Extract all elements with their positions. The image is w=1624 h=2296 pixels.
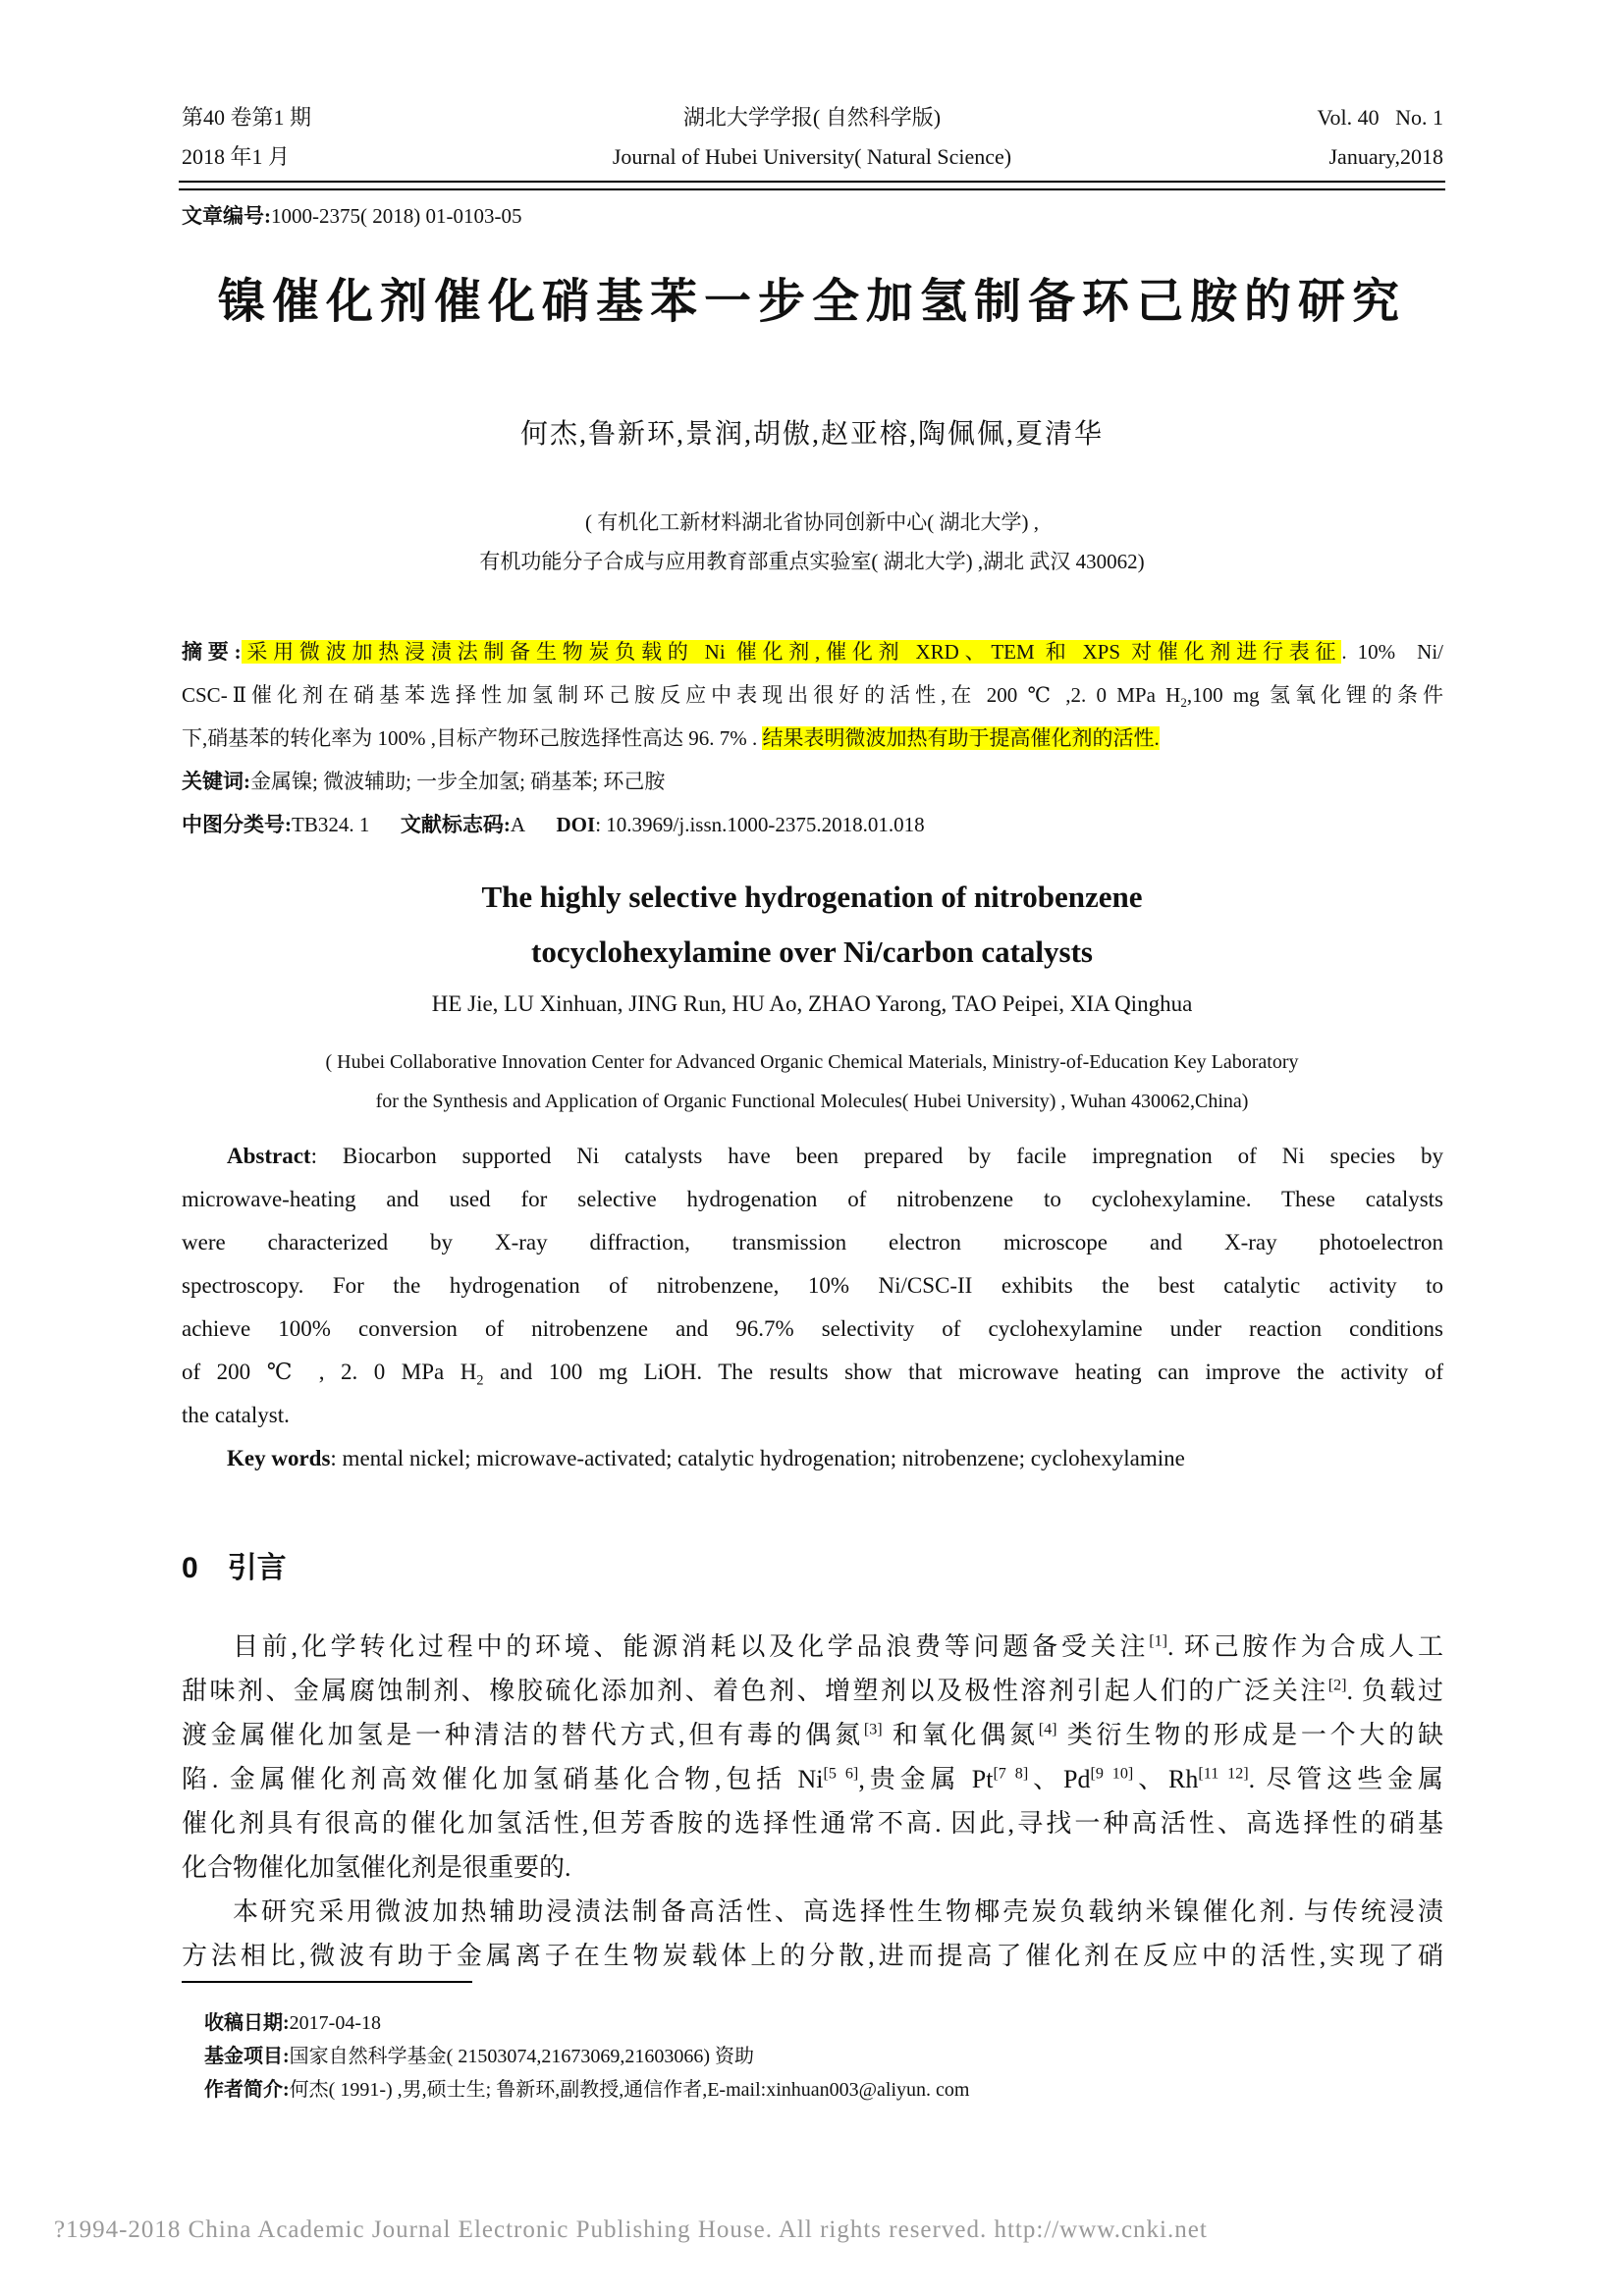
text-segment: : 10.3969/j.issn.1000-2375.2018.01.018 xyxy=(595,813,925,836)
text-line xyxy=(182,1135,1443,1178)
text-segment: . 10% Ni/ xyxy=(1341,640,1444,664)
text-segment: of 200 ℃ , 2. 0 MPa H xyxy=(182,1360,477,1384)
paper-title-en xyxy=(0,870,1624,980)
text-segment: 摘要: xyxy=(182,640,242,664)
text-segment: Key words xyxy=(227,1446,331,1470)
text-segment: 化合物催化加氢催化剂是很重要的. xyxy=(182,1853,571,1882)
text-line xyxy=(182,1845,1443,1890)
header-issue-cn: 第40 卷第1 期 xyxy=(182,105,312,130)
text-segment: DOI xyxy=(556,813,596,836)
text-line xyxy=(182,1801,1443,1845)
header-double-rule xyxy=(179,181,1445,190)
paper-title-en-line2: tocyclohexylamine over Ni/carbon catalysts xyxy=(531,934,1093,969)
text-line xyxy=(182,673,1443,717)
text-line xyxy=(182,1934,1443,1978)
text-line xyxy=(182,803,1443,846)
authors-cn: 何杰,鲁新环,景润,胡傲,赵亚榕,陶佩佩,夏清华 xyxy=(519,419,1104,450)
text-segment: ,贵金属 Pt xyxy=(858,1765,994,1793)
text-segment: . 负载过 xyxy=(1346,1677,1443,1705)
text-line xyxy=(204,2073,969,2107)
text-segment: achieve 100% conversion of nitrobenzene and 96.7% selectivity of cyclohexylamine under reaction conditions xyxy=(182,1316,1443,1341)
text-segment: A xyxy=(510,813,557,836)
journal-title-en: Journal of Hubei University( Natural Science) xyxy=(612,144,1012,169)
reference-superscript: [5 6] xyxy=(823,1765,859,1783)
article-number-label: 文章编号: xyxy=(182,204,271,228)
affiliation-en-line2: for the Synthesis and Application of Organic Functional Molecules( Hubei University) , Wuhan 430062,China) xyxy=(375,1091,1249,1112)
text-segment: 、Pd xyxy=(1028,1765,1091,1793)
text-segment: 2 xyxy=(476,1372,484,1389)
paper-title-cn: 镍催化剂催化硝基苯一步全加氢制备环己胺的研究 xyxy=(217,276,1406,328)
text-line xyxy=(182,1221,1443,1264)
text-segment: 渡金属催化加氢是一种清洁的替代方式,但有毒的偶氮 xyxy=(182,1721,864,1749)
text-segment: 甜味剂、金属腐蚀制剂、橡胶硫化添加剂、着色剂、增塑剂以及极性溶剂引起人们的广泛关注 xyxy=(182,1677,1328,1705)
text-segment: and 100 mg LiOH. The results show that microwave heating can improve the activity of xyxy=(483,1360,1443,1384)
paper-title-en-line1: The highly selective hydrogenation of nitrobenzene xyxy=(481,880,1143,914)
text-line xyxy=(182,1178,1443,1221)
reference-superscript: [7 8] xyxy=(993,1765,1029,1783)
text-segment: 催化剂具有很高的催化加氢活性,但芳香胺的选择性通常不高. 因此,寻找一种高活性、高选择性的硝基 xyxy=(182,1809,1443,1838)
affiliation-en-line1: ( Hubei Collaborative Innovation Center for Advanced Organic Chemical Materials, Ministry-of-Education Key Laboratory xyxy=(325,1051,1299,1073)
affiliation-en xyxy=(0,1042,1624,1121)
text-segment: : Biocarbon supported Ni catalysts have been prepared by facile impregnation of Ni species by xyxy=(310,1144,1443,1168)
highlighted-text: 结果表明微波加热有助于提高催化剂的活性. xyxy=(762,726,1160,750)
text-segment: 收稿日期: xyxy=(204,2012,290,2034)
text-segment: 、Rh xyxy=(1133,1765,1199,1793)
text-line xyxy=(204,2040,969,2073)
text-segment: 中图分类号: xyxy=(182,813,292,836)
text-segment: Abstract xyxy=(227,1144,311,1168)
header-vol-en: Vol. 40 No. 1 xyxy=(1317,105,1443,130)
text-segment: 下,硝基苯的转化率为 100% ,目标产物环己胺选择性高达 96. 7% . xyxy=(182,726,763,750)
text-line xyxy=(204,2006,969,2040)
reference-superscript: [11 12] xyxy=(1198,1765,1249,1783)
text-line xyxy=(182,1351,1443,1394)
intro-paragraph-2 xyxy=(182,1890,1443,1978)
text-line xyxy=(182,717,1443,760)
text-segment: 和氧化偶氮 xyxy=(882,1721,1039,1749)
text-segment: 国家自然科学基金( 21503074,21673069,21603066) 资助 xyxy=(289,2046,754,2067)
text-segment: 作者简介: xyxy=(204,2079,290,2101)
text-segment: 金属镍; 微波辅助; 一步全加氢; 硝基苯; 环己胺 xyxy=(250,770,666,793)
text-segment: the catalyst. xyxy=(182,1403,290,1427)
footnote-block xyxy=(204,2006,969,2107)
text-line xyxy=(182,1890,1443,1934)
text-segment: spectroscopy. For the hydrogenation of nitrobenzene, 10% Ni/CSC-II exhibits the best catalytic activity to xyxy=(182,1273,1443,1298)
text-segment: 基金项目: xyxy=(204,2046,290,2067)
text-segment: microwave-heating and used for selective hydrogenation of nitrobenzene to cyclohexylamine. These catalysts xyxy=(182,1187,1443,1211)
reference-superscript: [1] xyxy=(1149,1632,1168,1650)
reference-superscript: [3] xyxy=(863,1721,883,1738)
affiliation-cn-line2: 有机功能分子合成与应用教育部重点实验室( 湖北大学) ,湖北 武汉 430062) xyxy=(479,550,1145,573)
text-line xyxy=(182,1394,1443,1437)
text-line xyxy=(182,1437,1443,1480)
text-line xyxy=(182,1757,1443,1801)
text-segment: CSC-Ⅱ催化剂在硝基苯选择性加氢制环己胺反应中表现出很好的活性,在 200 ℃ ,2. 0 MPa H xyxy=(182,683,1181,707)
text-line xyxy=(182,760,1443,803)
text-segment: TB324. 1 xyxy=(292,813,401,836)
intro-paragraph-1 xyxy=(182,1625,1443,1890)
journal-title-cn: 湖北大学学报( 自然科学版) xyxy=(682,105,942,130)
text-line xyxy=(182,1669,1443,1713)
reference-superscript: [9 10] xyxy=(1090,1765,1134,1783)
highlighted-text: 采用微波加热浸渍法制备生物炭负载的 Ni 催化剂,催化剂 XRD、TEM 和 XPS 对催化剂进行表征 xyxy=(241,640,1342,664)
abstract-en xyxy=(182,1135,1443,1480)
text-segment: were characterized by X-ray diffraction, transmission electron microscope and X-ray photoelectron xyxy=(182,1230,1443,1255)
text-line xyxy=(182,1264,1443,1308)
text-line xyxy=(182,630,1443,673)
affiliation-cn-line1: ( 有机化工新材料湖北省协同创新中心( 湖北大学) , xyxy=(585,510,1039,534)
text-segment: 陷. 金属催化剂高效催化加氢硝基化合物,包括 Ni xyxy=(182,1765,824,1793)
text-line xyxy=(182,1713,1443,1757)
text-segment: . 环己胺作为合成人工 xyxy=(1167,1632,1443,1661)
text-line xyxy=(182,1308,1443,1351)
header-volume-block xyxy=(1317,98,1443,177)
text-segment: 类衍生物的形成是一个大的缺 xyxy=(1056,1721,1443,1749)
section-title: 引言 xyxy=(227,1552,287,1584)
abstract-cn xyxy=(182,630,1443,846)
text-segment: 2 xyxy=(1180,695,1187,711)
article-number xyxy=(182,200,521,230)
article-number-value: 1000-2375( 2018) 01-0103-05 xyxy=(271,204,522,228)
text-segment: ,100 mg 氢氧化锂的条件 xyxy=(1186,683,1443,707)
text-line xyxy=(182,1625,1443,1669)
section-number: 0 xyxy=(182,1552,198,1584)
header-date-en: January,2018 xyxy=(1328,144,1443,169)
reference-superscript: [4] xyxy=(1038,1721,1057,1738)
copyright-watermark: ?1994-2018 China Academic Journal Electronic Publishing House. All rights reserved. http://www.cnki.net xyxy=(54,2216,1208,2243)
text-segment: 目前,化学转化过程中的环境、能源消耗以及化学品浪费等问题备受关注 xyxy=(233,1632,1150,1661)
header-date-cn: 2018 年1 月 xyxy=(182,144,291,169)
text-segment: 2017-04-18 xyxy=(289,2012,381,2034)
reference-superscript: [2] xyxy=(1327,1677,1347,1694)
text-segment: 关键词: xyxy=(182,770,250,793)
authors-en: HE Jie, LU Xinhuan, JING Run, HU Ao, ZHAO Yarong, TAO Peipei, XIA Qinghua xyxy=(431,991,1193,1016)
text-segment: . 尽管这些金属 xyxy=(1248,1765,1443,1793)
text-segment: 本研究采用微波加热辅助浸渍法制备高活性、高选择性生物椰壳炭负载纳米镍催化剂. 与传统浸渍 xyxy=(233,1897,1443,1926)
text-segment: 何杰( 1991-) ,男,硕士生; 鲁新环,副教授,通信作者,E-mail:xinhuan003@aliyun. com xyxy=(289,2079,970,2101)
affiliation-cn xyxy=(0,503,1624,581)
section-heading-intro xyxy=(182,1543,287,1586)
footnote-separator xyxy=(182,1981,472,1983)
text-segment: : mental nickel; microwave-activated; catalytic hydrogenation; nitrobenzene; cyclohexylamine xyxy=(330,1446,1185,1470)
text-segment: 文献标志码: xyxy=(400,813,511,836)
text-segment: 方法相比,微波有助于金属离子在生物炭载体上的分散,进而提高了催化剂在反应中的活性,实现了硝 xyxy=(182,1942,1443,1970)
